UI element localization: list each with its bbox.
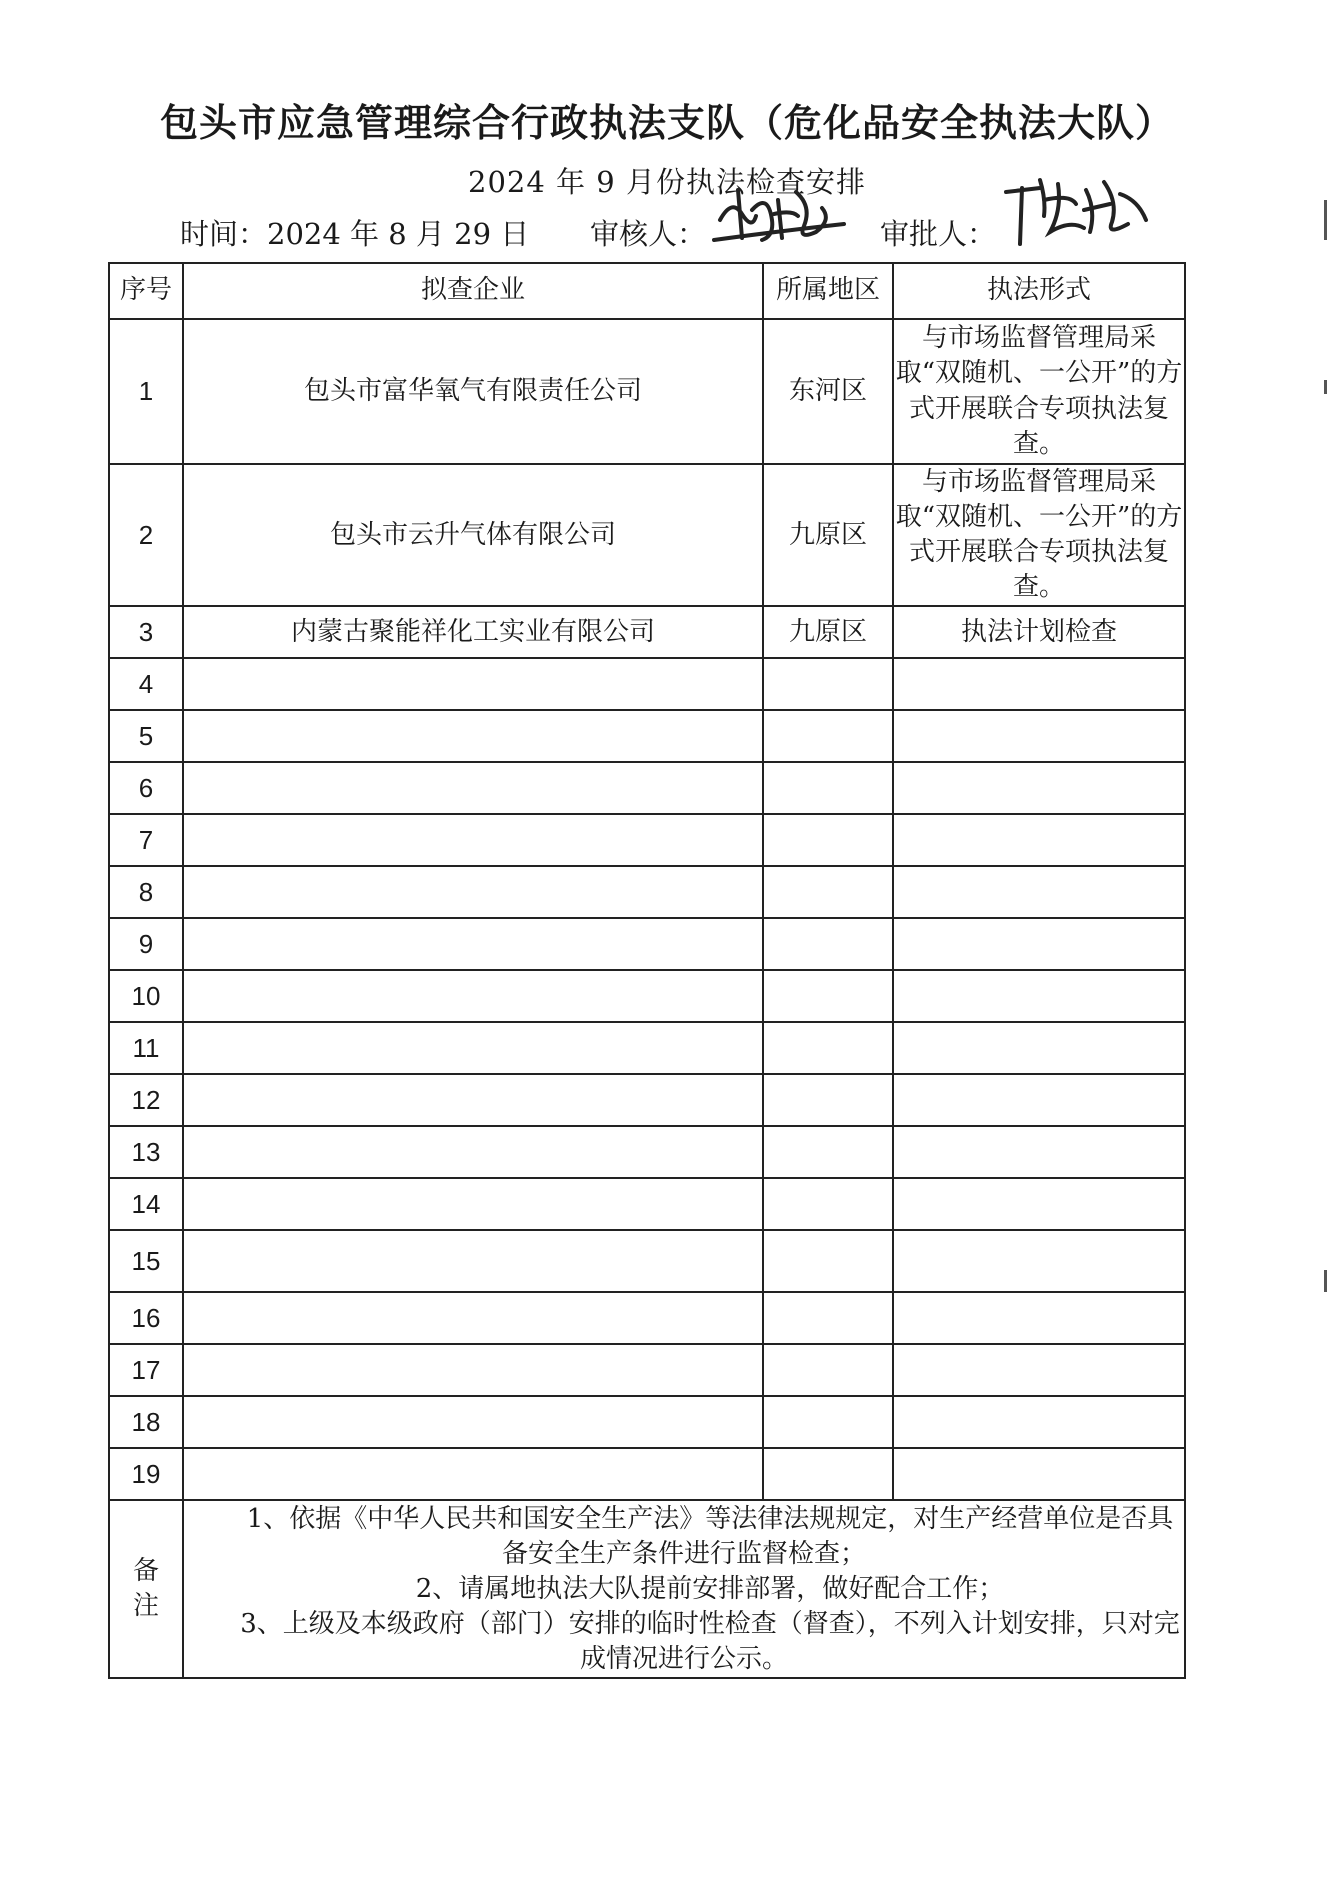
enforcement-form-cell: [893, 814, 1185, 866]
enforcement-form-cell: [893, 1292, 1185, 1344]
table-row: [109, 1178, 1185, 1230]
table-row: [109, 866, 1185, 918]
row-number-cell: 3: [109, 606, 183, 658]
table-row: [109, 1292, 1185, 1344]
enforcement-form-cell: 执法计划检查: [893, 606, 1185, 658]
table-row: [109, 1022, 1185, 1074]
table-row: [109, 1074, 1185, 1126]
region-cell: [763, 918, 893, 970]
row-number-cell: 8: [109, 866, 183, 918]
region-cell: [763, 1448, 893, 1500]
enforcement-form-cell: [893, 762, 1185, 814]
remark-item: 3、上级及本级政府（部门）安排的临时性检查（督查），不列入计划安排，只对完成情况进行公示。: [188, 1608, 1180, 1675]
enforcement-form-cell: [893, 1344, 1185, 1396]
company-cell: [183, 762, 763, 814]
row-number-cell: 9: [109, 918, 183, 970]
company-cell: [183, 710, 763, 762]
reviewer-label: 审核人：: [590, 217, 707, 251]
row-number-cell: 7: [109, 814, 183, 866]
enforcement-form-cell: [893, 1230, 1185, 1292]
remark-item: 2、请属地执法大队提前安排部署，做好配合工作；: [363, 1573, 1005, 1604]
approver-signature: [1000, 170, 1150, 250]
company-cell: [183, 1178, 763, 1230]
company-cell: [183, 1292, 763, 1344]
row-number-cell: 4: [109, 658, 183, 710]
company-cell: [183, 866, 763, 918]
row-number-cell: 18: [109, 1396, 183, 1448]
region-cell: [763, 1230, 893, 1292]
table-row: [109, 1396, 1185, 1448]
table-header-row: [109, 263, 1185, 319]
row-number-cell: 11: [109, 1022, 183, 1074]
remarks-row: [109, 1500, 1185, 1678]
document-subtitle: 2024 年 9 月份执法检查安排: [468, 165, 866, 199]
company-cell: [183, 1344, 763, 1396]
row-number-cell: 13: [109, 1126, 183, 1178]
region-cell: [763, 710, 893, 762]
reviewer-signature: [712, 180, 852, 250]
row-number-cell: 12: [109, 1074, 183, 1126]
row-number-cell: 15: [109, 1230, 183, 1292]
company-cell: [183, 1022, 763, 1074]
date-line: [180, 212, 529, 253]
region-cell: [763, 1022, 893, 1074]
region-cell: [763, 1292, 893, 1344]
date-value: 2024 年 8 月 29 日: [267, 217, 530, 251]
approver-label: 审批人：: [880, 217, 997, 251]
enforcement-form-cell: [893, 918, 1185, 970]
table-row: [109, 1230, 1185, 1292]
enforcement-form-cell: [893, 1074, 1185, 1126]
region-cell: [763, 658, 893, 710]
company-cell: 包头市云升气体有限公司: [183, 464, 763, 606]
company-cell: 包头市富华氧气有限责任公司: [183, 319, 763, 464]
company-cell: [183, 1230, 763, 1292]
company-cell: [183, 970, 763, 1022]
enforcement-form-cell: [893, 866, 1185, 918]
region-cell: [763, 1126, 893, 1178]
table-row: [109, 814, 1185, 866]
row-number-cell: 6: [109, 762, 183, 814]
company-cell: [183, 814, 763, 866]
region-cell: 东河区: [763, 319, 893, 464]
company-cell: [183, 1448, 763, 1500]
table-row: [109, 319, 1185, 464]
remarks-heading: [109, 1500, 183, 1678]
row-number-cell: 14: [109, 1178, 183, 1230]
region-cell: [763, 814, 893, 866]
row-number-cell: 19: [109, 1448, 183, 1500]
remarks-heading-char: 备: [132, 1556, 159, 1587]
region-cell: 九原区: [763, 606, 893, 658]
scan-edge-mark: [1324, 1270, 1327, 1292]
enforcement-form-cell: [893, 1022, 1185, 1074]
enforcement-form-cell: [893, 1178, 1185, 1230]
table-row: [109, 710, 1185, 762]
region-cell: [763, 866, 893, 918]
remark-item: 1、依据《中华人民共和国安全生产法》等法律法规规定，对生产经营单位是否具备安全生产条件进行监督检查；: [194, 1503, 1174, 1569]
company-cell: 内蒙古聚能祥化工实业有限公司: [183, 606, 763, 658]
table-row: [109, 606, 1185, 658]
region-cell: [763, 762, 893, 814]
remarks-heading-char: 注: [132, 1591, 159, 1622]
row-number-cell: 5: [109, 710, 183, 762]
company-cell: [183, 1074, 763, 1126]
table-row: [109, 658, 1185, 710]
scan-edge-mark: [1324, 380, 1327, 394]
enforcement-form-cell: 与市场监督管理局采取“双随机、一公开”的方式开展联合专项执法复查。: [893, 464, 1185, 606]
table-row: [109, 762, 1185, 814]
region-cell: [763, 1074, 893, 1126]
remarks-content: [183, 1500, 1185, 1678]
row-number-cell: 16: [109, 1292, 183, 1344]
table-row: [109, 970, 1185, 1022]
scan-edge-mark: [1324, 200, 1327, 240]
company-cell: [183, 1396, 763, 1448]
header-cell-form: 执法形式: [893, 263, 1185, 319]
inspection-plan-table: [108, 262, 1186, 1679]
region-cell: 九原区: [763, 464, 893, 606]
company-cell: [183, 918, 763, 970]
company-cell: [183, 658, 763, 710]
region-cell: [763, 1396, 893, 1448]
row-number-cell: 10: [109, 970, 183, 1022]
enforcement-form-cell: [893, 710, 1185, 762]
enforcement-form-cell: [893, 1448, 1185, 1500]
row-number-cell: 17: [109, 1344, 183, 1396]
enforcement-form-cell: [893, 970, 1185, 1022]
enforcement-form-cell: [893, 1396, 1185, 1448]
date-label: 时间：: [180, 217, 268, 251]
row-number-cell: 1: [109, 319, 183, 464]
enforcement-form-cell: [893, 658, 1185, 710]
header-cell-company: 拟查企业: [183, 263, 763, 319]
enforcement-form-cell: [893, 1126, 1185, 1178]
row-number-cell: 2: [109, 464, 183, 606]
table-row: [109, 1344, 1185, 1396]
table-row: [109, 1126, 1185, 1178]
region-cell: [763, 1178, 893, 1230]
table-row: [109, 1448, 1185, 1500]
region-cell: [763, 970, 893, 1022]
table-row: [109, 918, 1185, 970]
table-row: [109, 464, 1185, 606]
document-title: 包头市应急管理综合行政执法支队（危化品安全执法大队）: [159, 101, 1174, 145]
enforcement-form-cell: 与市场监督管理局采取“双随机、一公开”的方式开展联合专项执法复查。: [893, 319, 1185, 464]
header-cell-region: 所属地区: [763, 263, 893, 319]
header-cell-no: 序号: [109, 263, 183, 319]
company-cell: [183, 1126, 763, 1178]
region-cell: [763, 1344, 893, 1396]
